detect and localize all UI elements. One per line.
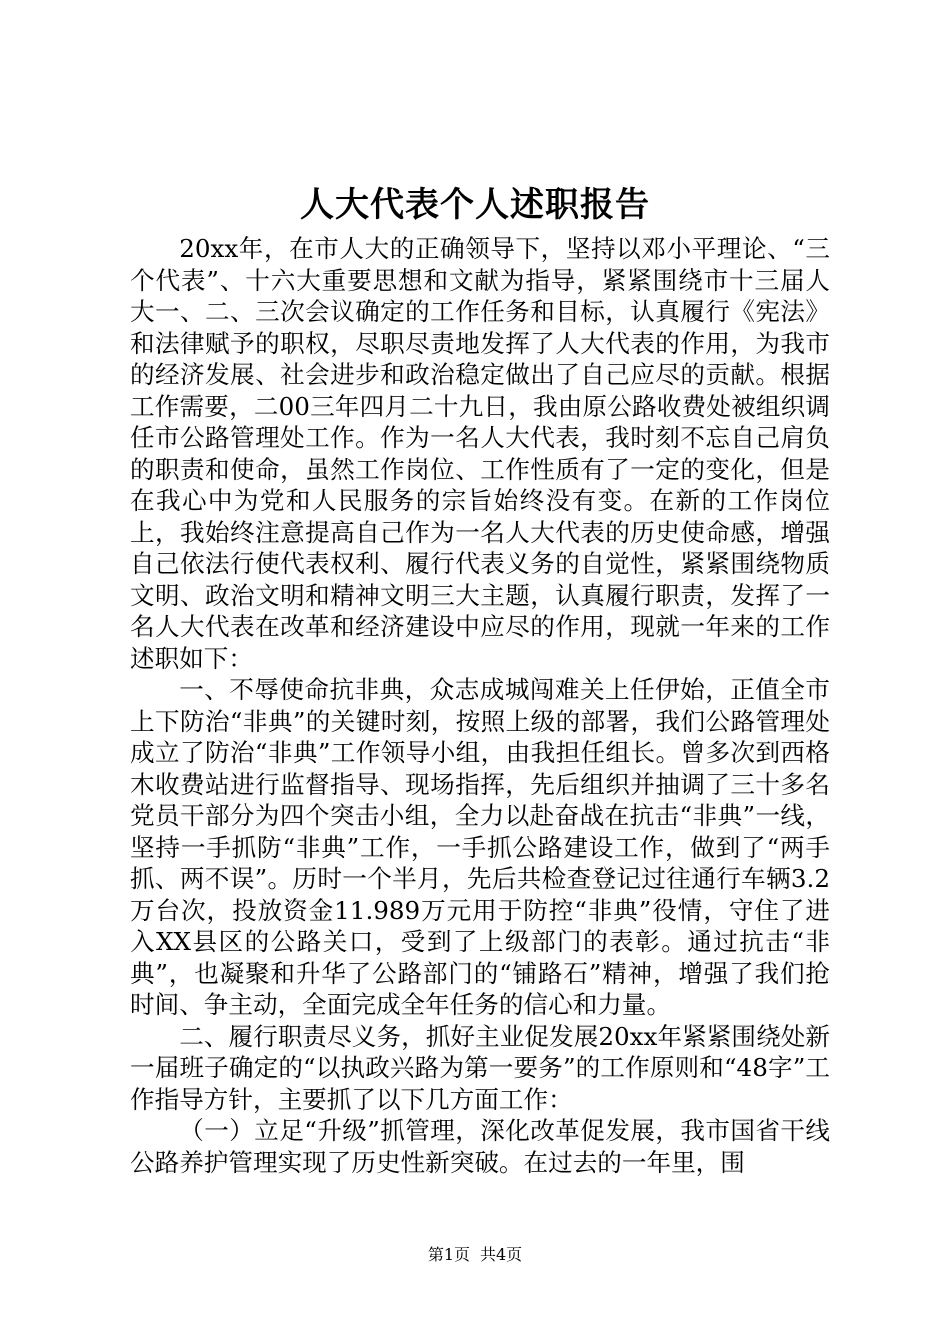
page-footer	[0, 1244, 950, 1266]
paragraph-section-2: 二、履行职责尽义务，抓好主业促发展20xx年紧紧围绕处新一届班子确定的“以执政兴路为第一要务”的工作原则和“48字”工作指导方针，主要抓了以下几方面工作：	[130, 1021, 830, 1114]
document-title: 人大代表个人述职报告	[300, 185, 650, 225]
paragraph-intro: 20xx年，在市人大的正确领导下，坚持以邓小平理论、“三个代表”、十六大重要思想和文献为指导，紧紧围绕市十三届人大一、二、三次会议确定的工作任务和目标，认真履行《宪法》和法律赋予的职权，尽职尽责地发挥了人大代表的作用，为我市的经济发展、社会进步和政治稳定做出了自己应尽的贡献。根据工作需要，二00三年四月二十九日，我由原公路收费处被组织调任市公路管理处工作。作为一名人大代表，我时刻不忘自己肩负的职责和使命，虽然工作岗位、工作性质有了一定的变化，但是在我心中为党和人民服务的宗旨始终没有变。在新的工作岗位上，我始终注意提高自己作为一名人大代表的历史使命感，增强自己依法行使代表权利、履行代表义务的自觉性，紧紧围绕物质文明、政治文明和精神文明三大主题，认真履行职责，发挥了一名人大代表在改革和经济建设中应尽的作用，现就一年来的工作述职如下：	[130, 234, 830, 673]
page-number: 第1页	[427, 1245, 470, 1264]
paragraph-subsection-1: （一）立足“升级”抓管理，深化改革促发展，我市国省干线公路养护管理实现了历史性新突破。在过去的一年里，围	[130, 1116, 830, 1177]
paragraph-section-1: 一、不辱使命抗非典，众志成城闯难关上任伊始，正值全市上下防治“非典”的关键时刻，按照上级的部署，我们公路管理处成立了防治“非典”工作领导小组，由我担任组长。曾多次到西格木收费站进行监督指导、现场指挥，先后组织并抽调了三十多名党员干部分为四个突击小组，全力以赴奋战在抗击“非典”一线，坚持一手抓防“非典”工作，一手抓公路建设工作，做到了“两手抓、两不误”。历时一个半月，先后共检查登记过往通行车辆3.2万台次，投放资金11.989万元用于防控“非典”役情，守住了进入XX县区的公路关口，受到了上级部门的表彰。通过抗击“非典”，也凝聚和升华了公路部门的“铺路石”精神，增强了我们抢时间、争主动，全面完成全年任务的信心和力量。	[130, 675, 830, 1019]
document-body	[130, 233, 830, 1178]
page-total: 共4页	[480, 1245, 523, 1264]
